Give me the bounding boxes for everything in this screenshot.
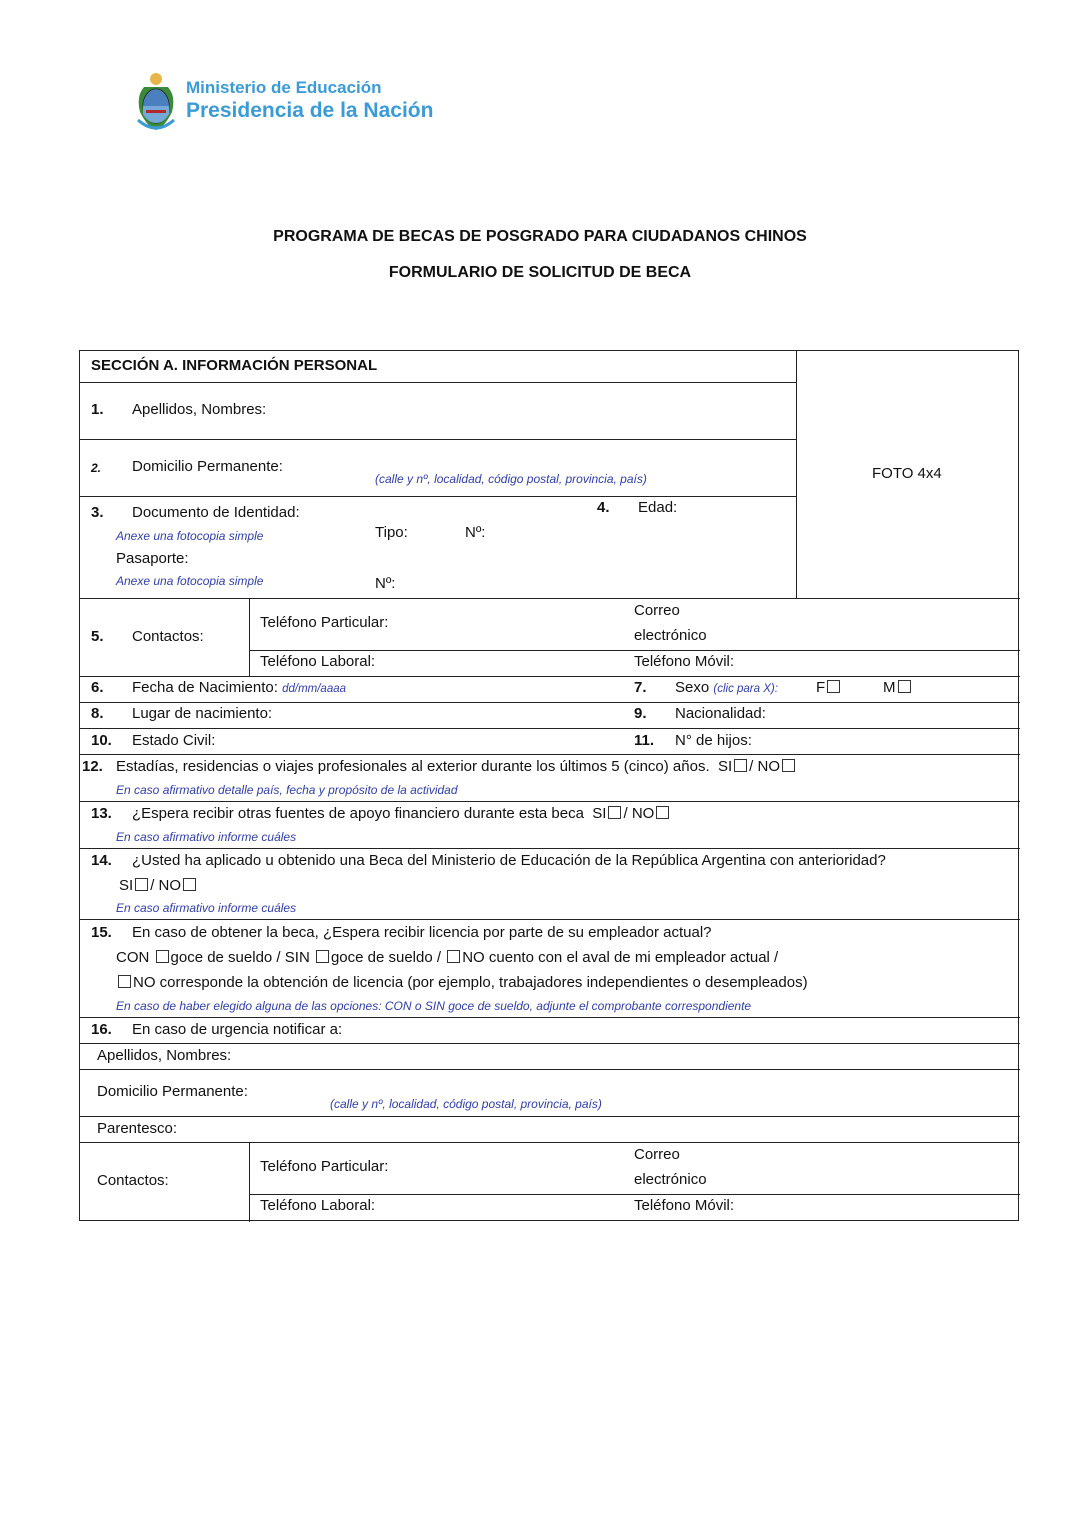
emergency-email-label-line1: Correo	[634, 1146, 680, 1163]
emergency-work-phone-label: Teléfono Laboral:	[260, 1197, 376, 1214]
travel-question-row: Estadías, residencias o viajes profesionales al exterior durante los últimos 5 (cinco) años. SI / NO	[116, 758, 797, 775]
field-8-number: 8.	[91, 705, 104, 722]
field-14-number: 14.	[91, 852, 112, 869]
sex-male-checkbox[interactable]	[898, 680, 911, 693]
employer-leave-question: En caso de obtener la beca, ¿Espera recibir licencia por parte de su empleador actual?	[132, 924, 712, 941]
contacts-label: Contactos:	[132, 628, 204, 645]
mobile-phone-label: Teléfono Móvil:	[634, 653, 735, 670]
section-a-heading: SECCIÓN A. INFORMACIÓN PERSONAL	[91, 357, 378, 374]
email-label-line1: Correo	[634, 602, 680, 619]
sex-male-option[interactable]	[883, 679, 913, 696]
sex-female-option[interactable]	[816, 679, 842, 696]
leave-with-pay-checkbox[interactable]	[156, 950, 169, 963]
sex-female-checkbox[interactable]	[827, 680, 840, 693]
field-10-number: 10.	[91, 732, 112, 749]
leave-hint: En caso de haber elegido alguna de las opciones: CON o SIN goce de sueldo, adjunte el comprobante correspondiente	[116, 999, 752, 1013]
work-phone-label: Teléfono Laboral:	[260, 653, 376, 670]
birth-place-label: Lugar de nacimiento:	[132, 705, 273, 722]
financial-yes-checkbox[interactable]	[608, 806, 621, 819]
coat-of-arms-icon	[134, 70, 178, 136]
leave-not-applicable-checkbox[interactable]	[118, 975, 131, 988]
emergency-home-phone-label: Teléfono Particular:	[260, 1158, 389, 1175]
travel-question: Estadías, residencias o viajes profesionales al exterior durante los últimos 5 (cinco) años.	[116, 758, 710, 775]
emergency-email-label-line2: electrónico	[634, 1171, 707, 1188]
financial-no-label: NO	[631, 805, 655, 822]
previous-scholarship-question: ¿Usted ha aplicado u obtenido una Beca del Ministerio de Educación de la República Argentina con anterioridad?	[132, 852, 886, 869]
previous-yes-checkbox[interactable]	[135, 878, 148, 891]
birth-date-label: Fecha de Nacimiento:	[132, 679, 278, 696]
document-type-label: Tipo:	[375, 524, 408, 541]
emergency-full-name-label: Apellidos, Nombres:	[97, 1047, 232, 1064]
program-title: PROGRAMA DE BECAS DE POSGRADO PARA CIUDADANOS CHINOS	[273, 228, 807, 245]
identity-copy-hint: Anexe una fotocopia simple	[116, 529, 264, 543]
emergency-address-label: Domicilio Permanente:	[97, 1083, 248, 1100]
previous-no-label: NO	[158, 877, 182, 894]
travel-no-checkbox[interactable]	[782, 759, 795, 772]
relationship-label: Parentesco:	[97, 1120, 178, 1137]
identity-document-label: Documento de Identidad:	[132, 504, 300, 521]
civil-status-label: Estado Civil:	[132, 732, 216, 749]
sex-male-label: M	[883, 679, 896, 696]
leave-without-pay-text: goce de sueldo /	[330, 949, 442, 966]
age-label: Edad:	[638, 499, 678, 516]
leave-options-line2	[116, 974, 808, 991]
field-5-number: 5.	[91, 628, 104, 645]
leave-with-pay-text: goce de sueldo / SIN	[170, 949, 310, 966]
document-number-label: Nº:	[465, 524, 486, 541]
passport-number-label: Nº:	[375, 575, 396, 592]
logo-presidency-name: Presidencia de la Nación	[186, 99, 434, 122]
field-13-number: 13.	[91, 805, 112, 822]
birth-date-hint: dd/mm/aaaa	[282, 683, 347, 695]
field-6-number: 6.	[91, 679, 104, 696]
permanent-address-label: Domicilio Permanente:	[132, 458, 283, 475]
emergency-contact-label: En caso de urgencia notificar a:	[132, 1021, 343, 1038]
field-3-number: 3.	[91, 504, 104, 521]
sex-female-label: F	[816, 679, 826, 696]
previous-scholarship-options: SI / NO	[119, 877, 198, 894]
previous-no-checkbox[interactable]	[183, 878, 196, 891]
sex-label: Sexo	[675, 679, 710, 696]
field-9-number: 9.	[634, 705, 647, 722]
address-hint: (calle y nº, localidad, código postal, provincia, país)	[375, 472, 647, 486]
leave-without-pay-checkbox[interactable]	[316, 950, 329, 963]
financial-yes-label: SI	[592, 805, 607, 822]
children-count-label: N° de hijos:	[675, 732, 752, 749]
ministry-logo	[134, 70, 479, 136]
application-form	[79, 350, 1019, 1221]
field-1-number: 1.	[91, 401, 104, 418]
passport-copy-hint: Anexe una fotocopia simple	[116, 574, 264, 588]
emergency-mobile-phone-label: Teléfono Móvil:	[634, 1197, 735, 1214]
sex-hint: (clic para X):	[713, 683, 778, 695]
previous-scholarship-hint: En caso afirmativo informe cuáles	[116, 901, 297, 915]
emergency-address-hint: (calle y nº, localidad, código postal, provincia, país)	[330, 1097, 602, 1111]
field-12-number: 12.	[82, 758, 103, 775]
travel-yes-checkbox[interactable]	[734, 759, 747, 772]
field-16-number: 16.	[91, 1021, 112, 1038]
financial-no-checkbox[interactable]	[656, 806, 669, 819]
financial-support-hint: En caso afirmativo informe cuáles	[116, 830, 297, 844]
home-phone-label: Teléfono Particular:	[260, 614, 389, 631]
passport-label: Pasaporte:	[116, 550, 189, 567]
field-4-number: 4.	[597, 499, 610, 516]
field-7-number: 7.	[634, 679, 647, 696]
travel-yes-label: SI	[717, 758, 733, 775]
travel-no-label: NO	[757, 758, 781, 775]
no-employer-endorsement-text: NO cuento con el aval de mi empleador actual /	[462, 949, 779, 966]
full-name-label: Apellidos, Nombres:	[132, 401, 267, 418]
leave-options-line1	[116, 949, 778, 966]
leave-con-label: CON	[116, 949, 150, 966]
nationality-label: Nacionalidad:	[675, 705, 766, 722]
travel-hint: En caso afirmativo detalle país, fecha y propósito de la actividad	[116, 783, 458, 797]
emergency-contacts-label: Contactos:	[97, 1172, 169, 1189]
logo-ministry-name: Ministerio de Educación	[186, 78, 382, 97]
financial-support-row: ¿Espera recibir otras fuentes de apoyo financiero durante esta beca SI / NO	[132, 805, 671, 822]
leave-not-applicable-text: NO corresponde la obtención de licencia (por ejemplo, trabajadores independientes o desempleados)	[133, 974, 808, 991]
financial-support-question: ¿Espera recibir otras fuentes de apoyo financiero durante esta beca	[132, 805, 584, 822]
field-15-number: 15.	[91, 924, 112, 941]
birth-date-row	[132, 679, 346, 696]
sex-row	[675, 679, 778, 696]
previous-yes-label: SI	[119, 877, 134, 894]
photo-placeholder[interactable]: FOTO 4x4	[872, 465, 942, 482]
field-2-number: 2.	[91, 461, 102, 475]
form-title: FORMULARIO DE SOLICITUD DE BECA	[388, 264, 692, 281]
email-label-line2: electrónico	[634, 627, 707, 644]
no-employer-endorsement-checkbox[interactable]	[447, 950, 460, 963]
field-11-number: 11.	[634, 732, 655, 749]
